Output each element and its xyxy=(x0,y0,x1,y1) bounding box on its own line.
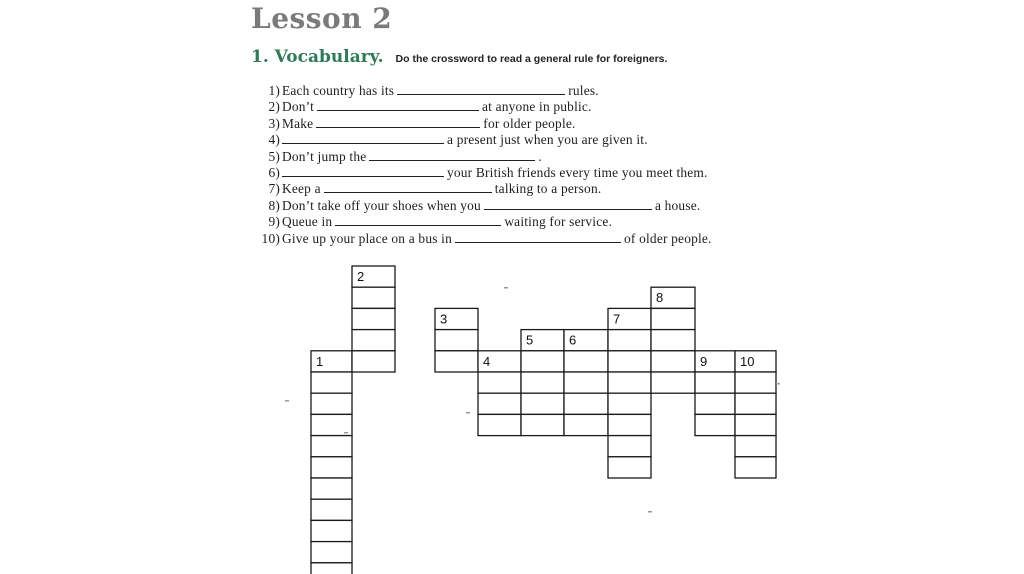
scan-speck xyxy=(504,287,508,289)
crossword-number-9: 9 xyxy=(700,353,708,369)
crossword-number-6: 6 xyxy=(569,332,577,348)
scan-speck xyxy=(648,511,652,513)
crossword-number-4: 4 xyxy=(483,353,491,369)
crossword-cell[interactable] xyxy=(651,351,695,372)
lesson-title: Lesson 2 xyxy=(251,2,393,35)
crossword-cell[interactable] xyxy=(695,372,735,393)
crossword-cell[interactable] xyxy=(608,372,651,393)
crossword-cell[interactable] xyxy=(521,372,564,393)
crossword-cell[interactable] xyxy=(352,330,395,351)
clue-1: 1) Each country has its rules. xyxy=(268,83,599,98)
crossword-cell[interactable] xyxy=(735,457,776,478)
crossword-number-3: 3 xyxy=(440,311,448,327)
crossword-number-7: 7 xyxy=(613,311,621,327)
crossword-cell[interactable] xyxy=(735,436,776,457)
crossword-cell[interactable] xyxy=(608,414,651,435)
scan-speck xyxy=(466,412,470,414)
clue-2: 2) Don’t at anyone in public. xyxy=(268,99,592,115)
crossword-cell[interactable] xyxy=(651,372,695,393)
crossword-number-2: 2 xyxy=(357,269,365,284)
crossword-cell[interactable] xyxy=(311,436,352,457)
crossword-cell[interactable] xyxy=(651,308,695,329)
section-title: 1. Vocabulary. xyxy=(251,47,384,67)
crossword-cell[interactable] xyxy=(311,520,352,541)
crossword-cell[interactable] xyxy=(478,414,521,435)
crossword-cell[interactable] xyxy=(608,436,651,457)
clue-3: 3) Make for older people. xyxy=(268,115,576,131)
crossword-cell[interactable] xyxy=(695,393,735,414)
crossword-cell[interactable] xyxy=(608,393,651,414)
clue-10: 10) Give up your place on a bus in of older people. xyxy=(261,230,712,246)
crossword-cell[interactable] xyxy=(735,414,776,435)
scan-speck xyxy=(285,400,289,402)
scan-speck xyxy=(344,432,348,434)
clue-9: 9) Queue in waiting for service. xyxy=(268,214,613,230)
clue-6: 6) your British friends every time you meet them. xyxy=(268,164,708,180)
crossword-cell[interactable] xyxy=(735,393,776,414)
crossword-cell[interactable] xyxy=(521,351,564,372)
crossword-cell[interactable] xyxy=(435,351,478,372)
crossword-cell[interactable] xyxy=(352,308,395,329)
crossword-number-10: 10 xyxy=(740,353,755,369)
crossword-cell[interactable] xyxy=(564,414,608,435)
crossword-number-8: 8 xyxy=(656,290,664,306)
crossword-cell[interactable] xyxy=(311,478,352,499)
crossword-cell[interactable] xyxy=(311,457,352,478)
crossword-cell[interactable] xyxy=(352,287,395,308)
crossword-cell[interactable] xyxy=(521,414,564,435)
clue-7: 7) Keep a talking to a person. xyxy=(268,181,602,197)
crossword-number-1: 1 xyxy=(316,353,324,369)
clue-8: 8) Don’t take off your shoes when you a house. xyxy=(268,197,701,213)
crossword-cell[interactable] xyxy=(311,563,352,574)
crossword-cell[interactable] xyxy=(651,330,695,351)
crossword-cell[interactable] xyxy=(311,393,352,414)
crossword-cell[interactable] xyxy=(352,351,395,372)
crossword-cell[interactable] xyxy=(608,351,651,372)
crossword-cell[interactable] xyxy=(478,372,521,393)
crossword-cell[interactable] xyxy=(564,393,608,414)
clue-5: 5) Don’t jump the . xyxy=(268,148,542,164)
crossword-cell[interactable] xyxy=(608,457,651,478)
instruction-text: Do the crossword to read a general rule for foreigners. xyxy=(395,53,668,65)
crossword-cell[interactable] xyxy=(735,372,776,393)
crossword-cell[interactable] xyxy=(311,499,352,520)
crossword-cell[interactable] xyxy=(564,351,608,372)
crossword-cell[interactable] xyxy=(311,542,352,563)
clue-4: 4) a present just when you are given it. xyxy=(268,132,648,148)
crossword-cell[interactable] xyxy=(311,372,352,393)
crossword-cell[interactable] xyxy=(435,330,478,351)
crossword-cell[interactable] xyxy=(695,414,735,435)
crossword-cell[interactable] xyxy=(521,393,564,414)
scan-speck xyxy=(776,383,780,385)
crossword-number-5: 5 xyxy=(526,332,534,348)
crossword-cell[interactable] xyxy=(478,393,521,414)
crossword-cell[interactable] xyxy=(608,330,651,351)
crossword-cell[interactable] xyxy=(564,372,608,393)
